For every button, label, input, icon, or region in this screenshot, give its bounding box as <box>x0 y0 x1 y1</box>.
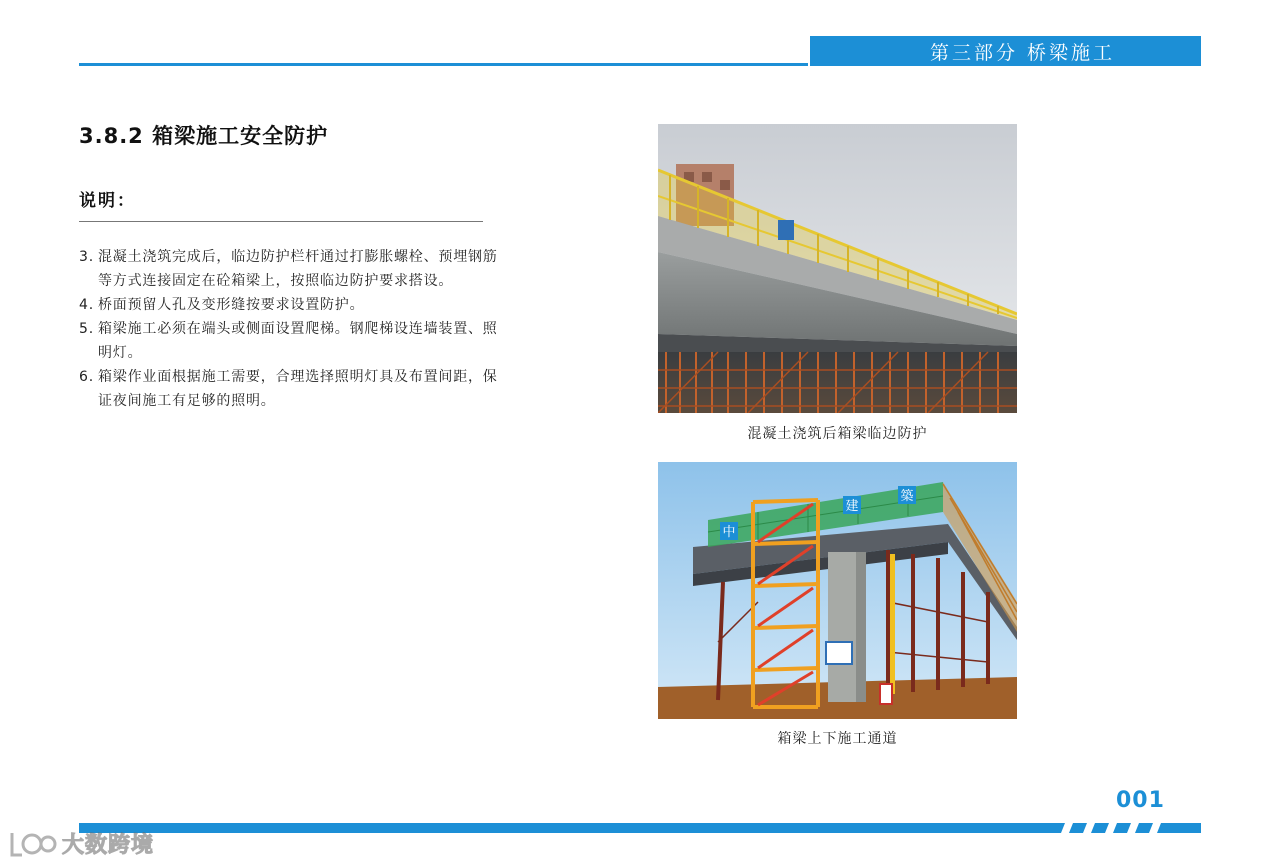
explain-divider <box>79 221 483 222</box>
header-section-label: 第三部分 桥梁施工 <box>929 42 1115 64</box>
access-stair-rendering <box>658 462 1017 719</box>
note-number: 4. <box>79 297 94 313</box>
note-item <box>79 245 499 293</box>
note-item <box>79 293 499 317</box>
note-item <box>79 317 499 365</box>
note-text: 桥面预留人孔及变形缝按要求设置防护。 <box>98 297 365 313</box>
note-number: 3. <box>79 249 94 265</box>
note-text: 混凝土浇筑完成后，临边防护栏杆通过打膨胀螺栓、预埋钢筋等方式连接固定在砼箱梁上，按照临边防护要求搭设。 <box>98 249 498 289</box>
watermark <box>6 828 154 859</box>
bridge-railing-photo <box>658 124 1017 413</box>
rendering-caption: 箱梁上下施工通道 <box>777 731 898 747</box>
header-rule <box>79 63 809 66</box>
notes-list <box>79 245 499 413</box>
footer-bar <box>79 823 1051 833</box>
footer-stripes <box>1051 823 1201 833</box>
header-section-banner <box>808 34 1201 66</box>
page-number: 001 <box>1116 788 1165 813</box>
note-number: 5. <box>79 321 94 337</box>
net-sign-char: 建 <box>845 499 859 514</box>
explain-label: 说明： <box>79 191 136 211</box>
net-sign-char: 中 <box>722 525 736 540</box>
photo-caption: 混凝土浇筑后箱梁临边防护 <box>747 426 928 442</box>
note-text: 箱梁作业面根据施工需要，合理选择照明灯具及布置间距，保证夜间施工有足够的照明。 <box>98 369 498 409</box>
net-sign-char: 築 <box>900 489 914 504</box>
note-item <box>79 365 499 413</box>
watermark-logo-icon <box>6 829 58 859</box>
note-number: 6. <box>79 369 94 385</box>
note-text: 箱梁施工必须在端头或侧面设置爬梯。钢爬梯设连墙装置、照明灯。 <box>98 321 498 361</box>
page-title: 3.8.2 箱梁施工安全防护 <box>79 124 329 148</box>
watermark-text: 大数跨境 <box>62 833 155 858</box>
